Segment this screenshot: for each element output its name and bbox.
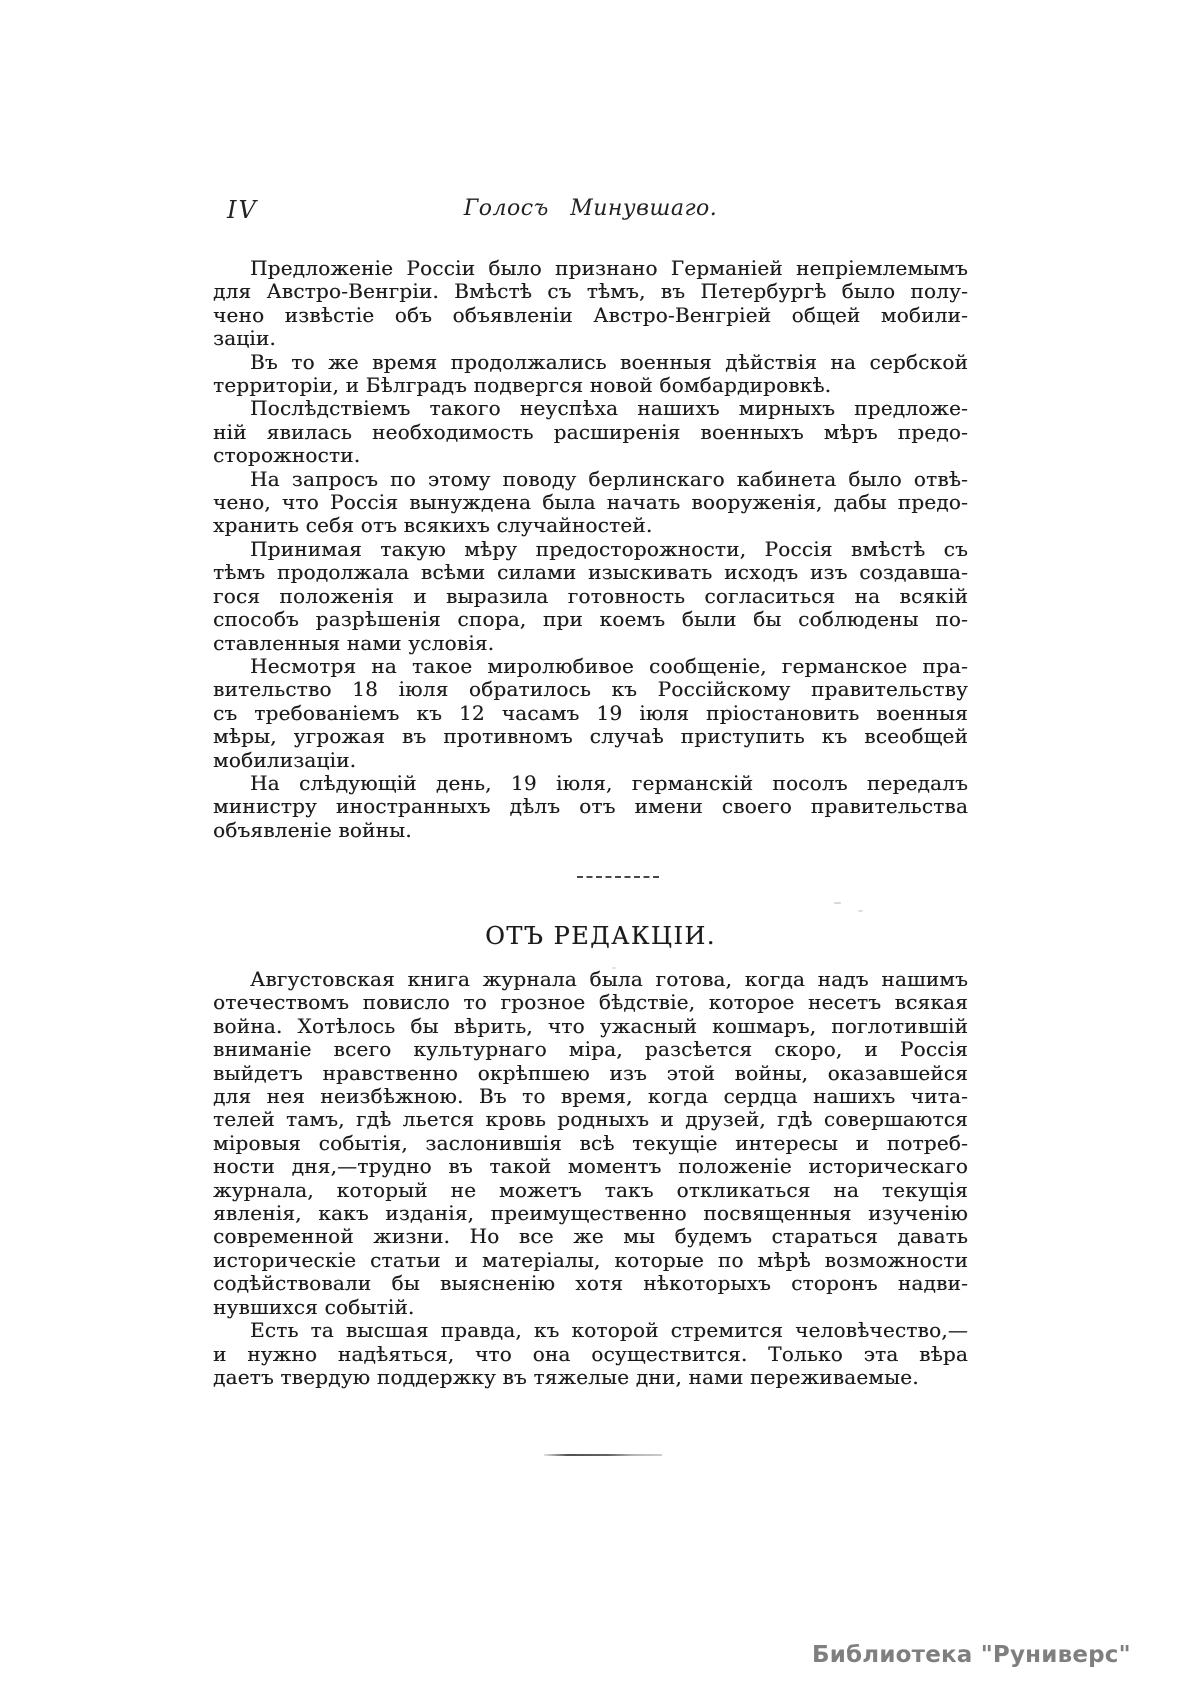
- paragraph: [213, 351, 968, 398]
- scan-speck: [858, 910, 863, 912]
- text-line: для Австро-Венгріи. Вмѣстѣ съ тѣмъ, въ Петербургѣ было полу-: [213, 279, 968, 304]
- text-line: чено, что Россія вынуждена была начать вооруженія, дабы предо-: [213, 490, 968, 515]
- text-line: территоріи, и Бѣлградъ подвергся новой бомбардировкѣ.: [213, 373, 832, 398]
- dashed-section-divider: [577, 876, 659, 878]
- text-line: Послѣдствіемъ такого неуспѣха нашихъ мирныхъ предложе-: [250, 396, 968, 421]
- paragraph: [213, 257, 968, 351]
- text-line: современной жизни. Но все же мы будемъ стараться давать: [213, 1224, 968, 1249]
- text-line: ставленныя нами условія.: [213, 630, 495, 655]
- running-title: Голосъ Минувшаго.: [463, 196, 718, 221]
- text-line: Въ то же время продолжались военныя дѣйствія на сербской: [250, 349, 968, 374]
- page-number: IV: [227, 196, 258, 224]
- text-line: историческіе статьи и матеріалы, которые по мѣрѣ возможности: [213, 1247, 968, 1272]
- paragraph: [213, 655, 968, 772]
- text-line: хранить себя отъ всякихъ случайностей.: [213, 513, 653, 538]
- text-line: отечествомъ повисло то грозное бѣдствіе, которое несетъ всякая: [213, 990, 968, 1015]
- paragraph: [213, 1319, 968, 1389]
- text-line: Есть та высшая правда, къ которой стремится человѣчество,—: [250, 1318, 968, 1343]
- text-line: министру иностранныхъ дѣлъ отъ имени своего правительства: [213, 794, 968, 819]
- text-line: міровыя событія, заслонившія всѣ текущіе интересы и потреб-: [213, 1130, 968, 1155]
- text-line: чено извѣстіе объ объявленіи Австро-Венгріей общей мобили-: [213, 302, 968, 327]
- text-line: Августовская книга журнала была готова, когда надъ нашимъ: [250, 967, 968, 991]
- text-line: содѣйствовали бы выясненію хотя нѣкоторыхъ сторонъ надви-: [213, 1271, 968, 1296]
- paragraph: [213, 538, 968, 655]
- text-line: нувшихся событій.: [213, 1294, 415, 1319]
- text-line: заціи.: [213, 326, 276, 351]
- text-line: съ требованіемъ къ 12 часамъ 19 іюля пріостановить военныя: [213, 700, 968, 725]
- text-line: для нея неизбѣжною. Въ то время, когда сердца нашихъ чита-: [213, 1084, 968, 1109]
- paragraph: [213, 468, 968, 538]
- text-line: Принимая такую мѣру предосторожности, Россія вмѣстѣ съ: [250, 536, 968, 561]
- text-line: На запросъ по этому поводу берлинскаго кабинета было отвѣ-: [250, 466, 968, 491]
- text-line: мобилизаціи.: [213, 747, 357, 772]
- text-line: ній явилась необходимость расширенія военныхъ мѣръ предо-: [213, 419, 968, 444]
- library-watermark: Библиотека "Руниверс": [812, 1642, 1131, 1668]
- text-line: сторожности.: [213, 443, 361, 468]
- text-line: объявленіе войны.: [213, 817, 412, 842]
- text-line: На слѣдующій день, 19 іюля, германскій посолъ передалъ: [250, 770, 968, 795]
- text-line: телей тамъ, гдѣ льется кровь родныхъ и друзей, гдѣ совершаются: [213, 1107, 968, 1132]
- text-line: вниманіе всего культурнаго міра, разсѣется скоро, и Россія: [213, 1037, 968, 1062]
- text-line: гося положенія и выразила готовность согласиться на всякій: [213, 583, 968, 608]
- paragraph: [213, 772, 968, 842]
- text-line: явленія, какъ изданія, преимущественно посвященныя изученію: [213, 1201, 968, 1226]
- end-of-text-rule: [544, 1454, 662, 1456]
- text-line: тѣмъ продолжала всѣми силами изыскивать исходъ изъ создавша-: [213, 560, 968, 585]
- text-line: вительство 18 іюля обратилось къ Россійскому правительству: [213, 677, 968, 702]
- section-heading-from-editors: ОТЪ РЕДАКЦІИ.: [485, 922, 716, 950]
- text-line: ности дня,—трудно въ такой моментъ положеніе историческаго: [213, 1154, 968, 1179]
- paragraph: [213, 397, 968, 467]
- text-line: даетъ твердую поддержку въ тяжелые дни, нами переживаемые.: [213, 1364, 919, 1389]
- scan-speck: [834, 902, 841, 904]
- section-from-editors-text: [213, 968, 968, 1389]
- text-line: мѣры, угрожая въ противномъ случаѣ приступить къ всеобщей: [213, 724, 968, 749]
- text-line: Предложеніе Россіи было признано Германіей непріемлемымъ: [250, 256, 968, 280]
- text-line: и нужно надѣяться, что она осуществится. Только эта вѣра: [213, 1341, 968, 1366]
- text-line: журнала, который не можетъ такъ откликаться на текущія: [213, 1177, 968, 1202]
- paragraph: [213, 968, 968, 1319]
- text-line: Несмотря на такое миролюбивое сообщеніе, германское пра-: [250, 653, 968, 678]
- text-line: война. Хотѣлось бы вѣрить, что ужасный кошмаръ, поглотившій: [213, 1013, 968, 1038]
- text-line: способъ разрѣшенія спора, при коемъ были бы соблюдены по-: [213, 607, 968, 632]
- section-war-declaration-text: [213, 257, 968, 842]
- text-line: выйдетъ нравственно окрѣпшею изъ этой войны, оказавшейся: [213, 1060, 968, 1085]
- scan-speck: [612, 967, 616, 969]
